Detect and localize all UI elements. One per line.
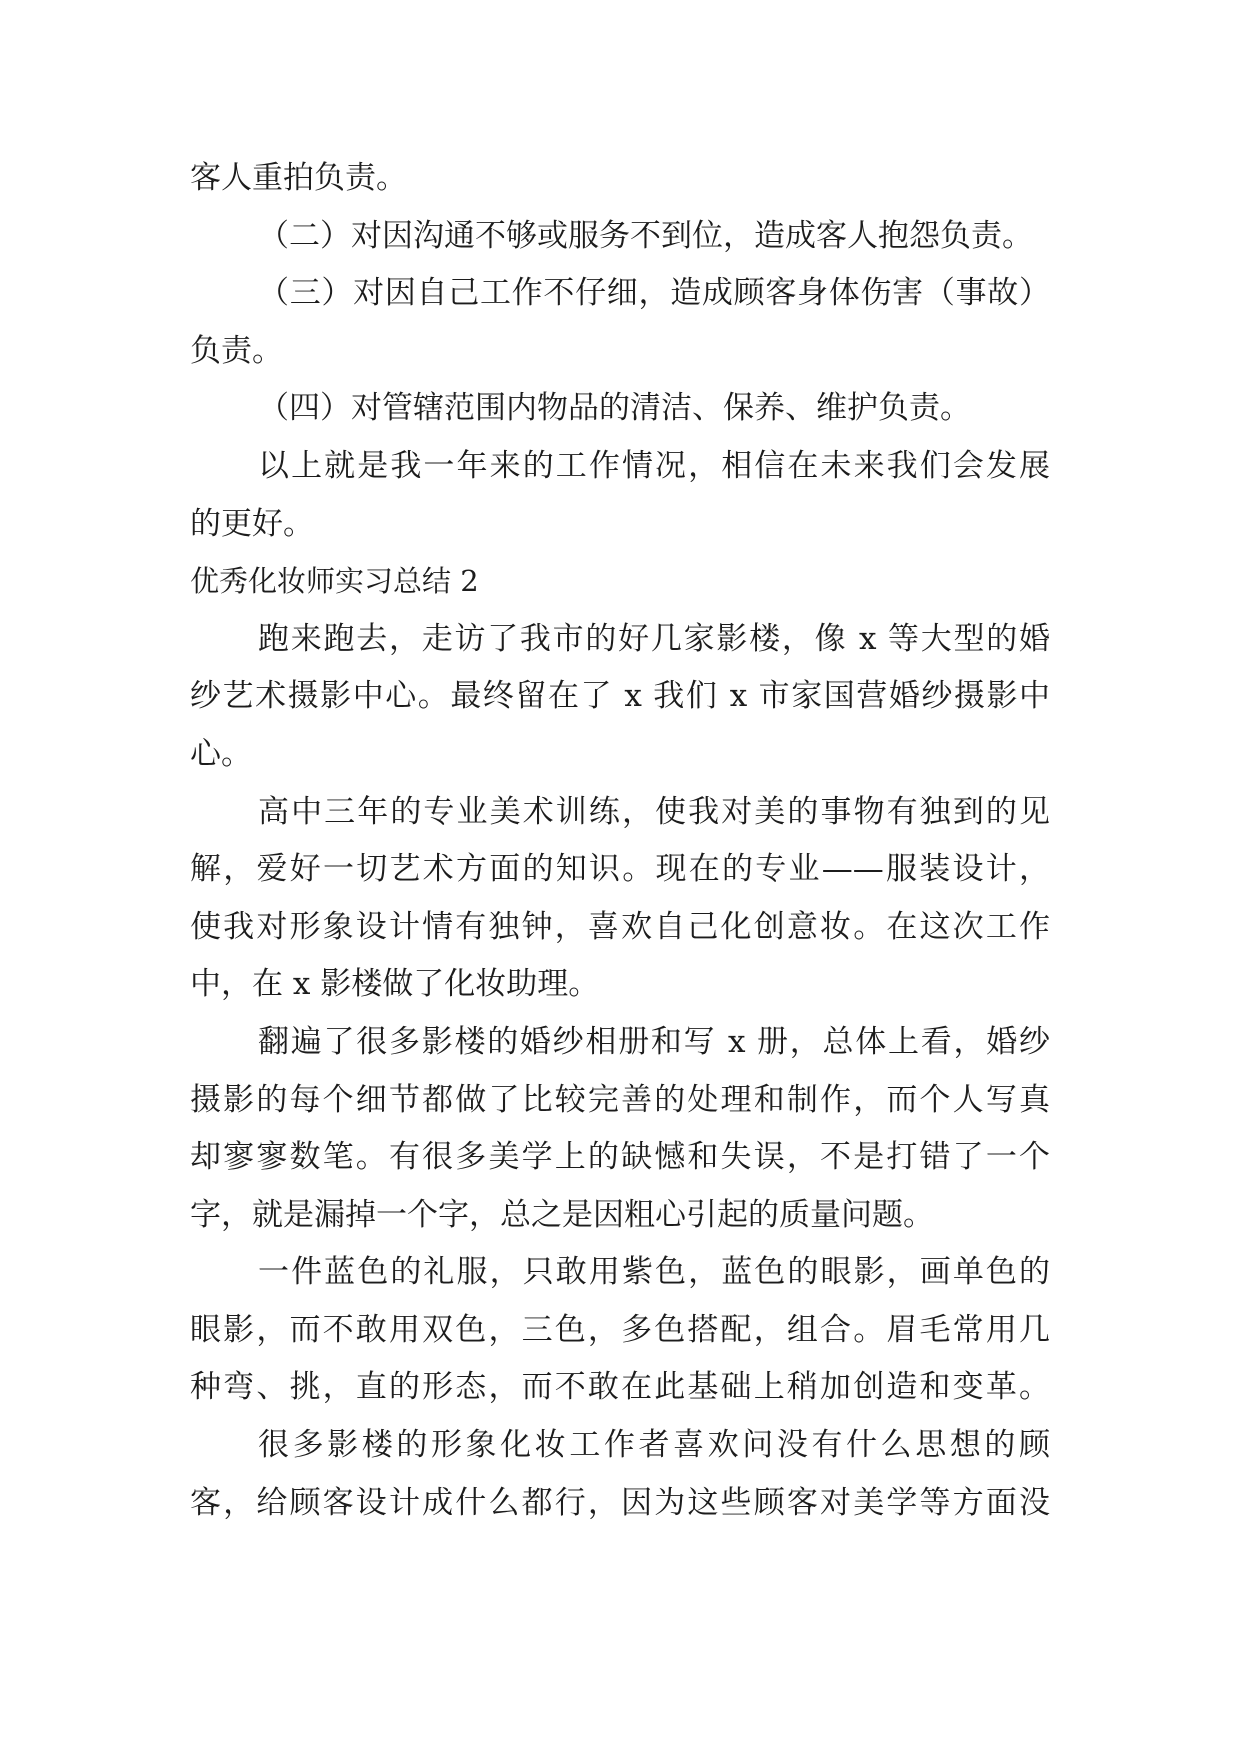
text-line: （四）对管辖范围内物品的清洁、保养、维护负责。 — [258, 390, 971, 427]
text-line: 眼影，而不敢用双色，三色，多色搭配，组合。眉毛常用几 — [190, 1311, 1050, 1348]
duty-item-4 — [190, 380, 1050, 438]
closing-paragraph — [190, 438, 1050, 553]
paragraph-5 — [190, 1417, 1050, 1532]
text-line: 很多影楼的形象化妆工作者喜欢问没有什么思想的顾 — [258, 1427, 1050, 1464]
duty-item-2 — [190, 208, 1050, 266]
text-line: 高中三年的专业美术训练，使我对美的事物有独到的见 — [258, 793, 1050, 830]
paragraph-4 — [190, 1244, 1050, 1417]
text-line: 种弯、挑，直的形态，而不敢在此基础上稍加创造和变革。 — [190, 1369, 1050, 1406]
text-line: 使我对形象设计情有独钟，喜欢自己化创意妆。在这次工作 — [190, 908, 1050, 945]
text-line: 摄影的每个细节都做了比较完善的处理和制作，而个人写真 — [190, 1081, 1050, 1118]
document-page — [190, 150, 1050, 1532]
text-line: 纱艺术摄影中心。最终留在了 x 我们 x 市家国营婚纱摄影中 — [190, 678, 1050, 715]
text-line: 的更好。 — [190, 505, 314, 542]
duty-item-3 — [190, 265, 1050, 380]
text-line: （三）对因自己工作不仔细，造成顾客身体伤害（事故） — [258, 275, 1050, 312]
text-line: 负责。 — [190, 332, 283, 369]
text-line: 心。 — [190, 735, 252, 772]
text-line: 以上就是我一年来的工作情况，相信在未来我们会发展 — [258, 447, 1050, 484]
text-line: 解，爱好一切艺术方面的知识。现在的专业——服装设计， — [190, 851, 1050, 888]
text-line: 客，给顾客设计成什么都行，因为这些顾客对美学等方面没 — [190, 1484, 1050, 1521]
text-line: 一件蓝色的礼服，只敢用紫色，蓝色的眼影，画单色的 — [258, 1254, 1050, 1291]
paragraph-2 — [190, 784, 1050, 1014]
text-line: 字，就是漏掉一个字，总之是因粗心引起的质量问题。 — [190, 1196, 934, 1233]
section-title: 优秀化妆师实习总结 2 — [190, 564, 479, 599]
text-line: 中，在 x 影楼做了化妆助理。 — [190, 966, 600, 1003]
text-line: 翻遍了很多影楼的婚纱相册和写 x 册，总体上看，婚纱 — [258, 1023, 1050, 1060]
paragraph-1 — [190, 611, 1050, 784]
text-line: （二）对因沟通不够或服务不到位，造成客人抱怨负责。 — [258, 217, 1033, 254]
text-line: 却寥寥数笔。有很多美学上的缺憾和失误，不是打错了一个 — [190, 1139, 1050, 1176]
continuation-line: 客人重拍负责。 — [190, 160, 407, 196]
paragraph-3 — [190, 1014, 1050, 1244]
text-line: 跑来跑去，走访了我市的好几家影楼，像 x 等大型的婚 — [258, 620, 1050, 657]
